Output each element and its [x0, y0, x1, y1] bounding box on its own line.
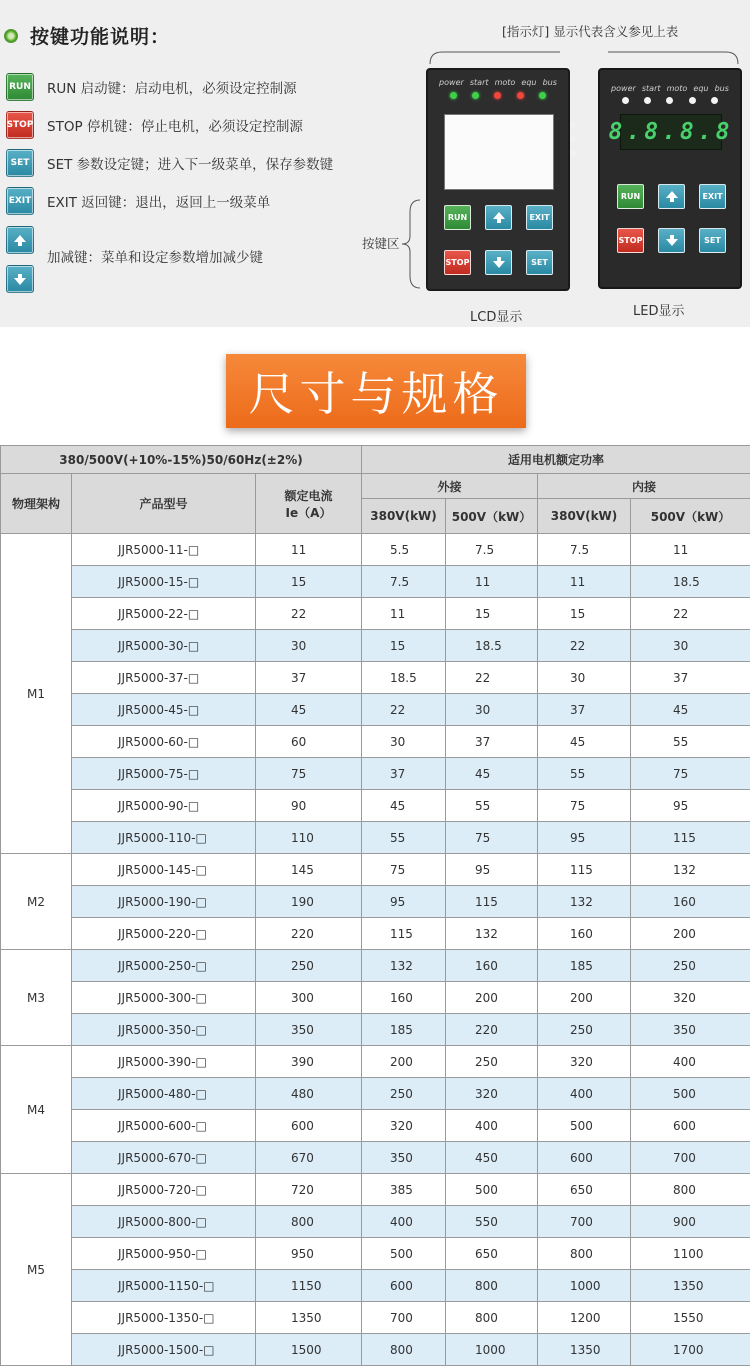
start-led-icon	[644, 97, 651, 104]
indicator-label-start: start	[470, 78, 489, 87]
exit-key-desc: EXIT 返回键：退出，返回上一级菜单	[47, 191, 270, 211]
int-380-cell: 600	[538, 1142, 631, 1174]
rated-current-cell: 37	[256, 662, 362, 694]
ext-380-cell: 700	[362, 1302, 446, 1334]
int-500-cell: 37	[631, 662, 750, 694]
ext-380-cell: 350	[362, 1142, 446, 1174]
rated-current-cell: 90	[256, 790, 362, 822]
rated-current-cell: 15	[256, 566, 362, 598]
ext-380-cell: 185	[362, 1014, 446, 1046]
led-set-button: SET	[699, 228, 726, 253]
key-row-down	[6, 265, 34, 293]
header-supply: 380/500V(+10%-15%)50/60Hz(±2%)	[1, 446, 362, 474]
table-row	[1, 1046, 750, 1078]
key-row-up	[6, 226, 34, 254]
int-500-cell: 11	[631, 534, 750, 566]
int-380-cell: 30	[538, 662, 631, 694]
led-seven-segment-display: 8.8.8.8	[620, 114, 722, 150]
lcd-up-button	[485, 205, 512, 230]
ext-380-cell: 160	[362, 982, 446, 1014]
model-cell: JJR5000-30-□	[72, 630, 256, 662]
model-cell: JJR5000-670-□	[72, 1142, 256, 1174]
equ-led-icon	[689, 97, 696, 104]
model-cell: JJR5000-145-□	[72, 854, 256, 886]
rated-current-cell: 145	[256, 854, 362, 886]
ext-500-cell: 95	[446, 854, 538, 886]
rated-current-cell: 75	[256, 758, 362, 790]
equ-led-icon	[517, 92, 524, 99]
architecture-cell: M4	[1, 1046, 72, 1174]
model-cell: JJR5000-11-□	[72, 534, 256, 566]
ext-380-cell: 115	[362, 918, 446, 950]
rated-current-cell: 670	[256, 1142, 362, 1174]
ext-500-cell: 11	[446, 566, 538, 598]
ext-380-cell: 18.5	[362, 662, 446, 694]
model-cell: JJR5000-15-□	[72, 566, 256, 598]
lcd-screen	[444, 114, 554, 190]
architecture-cell: M1	[1, 534, 72, 854]
table-row	[1, 630, 750, 662]
rated-current-cell: 600	[256, 1110, 362, 1142]
table-row	[1, 758, 750, 790]
int-380-cell: 55	[538, 758, 631, 790]
ext-500-cell: 160	[446, 950, 538, 982]
header-ext-380: 380V(kW)	[362, 499, 446, 534]
set-key-desc: SET 参数设定键；进入下一级菜单，保存参数键	[47, 153, 333, 173]
indicator-label-equ: equ	[521, 78, 536, 87]
spec-table-body	[1, 534, 750, 1366]
key-section-title: 按键功能说明：	[30, 22, 170, 49]
int-500-cell: 95	[631, 790, 750, 822]
int-500-cell: 350	[631, 1014, 750, 1046]
model-cell: JJR5000-110-□	[72, 822, 256, 854]
ext-500-cell: 800	[446, 1270, 538, 1302]
spec-table	[0, 445, 750, 1366]
key-row-stop	[6, 111, 303, 139]
int-500-cell: 55	[631, 726, 750, 758]
ext-380-cell: 55	[362, 822, 446, 854]
header-rated-current-line2: Ie（A）	[256, 504, 361, 521]
int-380-cell: 160	[538, 918, 631, 950]
lcd-indicator-leds	[428, 92, 568, 99]
int-380-cell: 1200	[538, 1302, 631, 1334]
int-380-cell: 75	[538, 790, 631, 822]
table-row	[1, 1334, 750, 1366]
key-row-run	[6, 73, 297, 101]
ext-380-cell: 75	[362, 854, 446, 886]
model-cell: JJR5000-45-□	[72, 694, 256, 726]
int-380-cell: 250	[538, 1014, 631, 1046]
int-500-cell: 1100	[631, 1238, 750, 1270]
bus-led-icon	[711, 97, 718, 104]
led-indicator-leds	[600, 97, 740, 104]
table-row	[1, 950, 750, 982]
exit-key-icon: EXIT	[6, 187, 34, 215]
int-380-cell: 95	[538, 822, 631, 854]
ext-380-cell: 11	[362, 598, 446, 630]
int-500-cell: 320	[631, 982, 750, 1014]
architecture-cell: M2	[1, 854, 72, 950]
rated-current-cell: 11	[256, 534, 362, 566]
model-cell: JJR5000-390-□	[72, 1046, 256, 1078]
int-500-cell: 500	[631, 1078, 750, 1110]
rated-current-cell: 22	[256, 598, 362, 630]
table-row	[1, 1174, 750, 1206]
lcd-caption: LCD显示	[470, 306, 522, 325]
int-500-cell: 800	[631, 1174, 750, 1206]
int-380-cell: 15	[538, 598, 631, 630]
model-cell: JJR5000-950-□	[72, 1238, 256, 1270]
table-row	[1, 1238, 750, 1270]
ext-380-cell: 250	[362, 1078, 446, 1110]
section-banner	[226, 354, 526, 428]
model-cell: JJR5000-22-□	[72, 598, 256, 630]
lcd-run-button: RUN	[444, 205, 471, 230]
key-row-exit	[6, 187, 270, 215]
model-cell: JJR5000-300-□	[72, 982, 256, 1014]
lcd-keypad-panel	[426, 68, 570, 291]
power-led-icon	[450, 92, 457, 99]
int-380-cell: 185	[538, 950, 631, 982]
rated-current-cell: 800	[256, 1206, 362, 1238]
ext-380-cell: 22	[362, 694, 446, 726]
model-cell: JJR5000-350-□	[72, 1014, 256, 1046]
int-380-cell: 320	[538, 1046, 631, 1078]
lcd-down-button	[485, 250, 512, 275]
table-row	[1, 1206, 750, 1238]
led-caption: LED显示	[633, 300, 684, 319]
rated-current-cell: 190	[256, 886, 362, 918]
int-380-cell: 800	[538, 1238, 631, 1270]
ext-380-cell: 95	[362, 886, 446, 918]
int-380-cell: 132	[538, 886, 631, 918]
table-row	[1, 918, 750, 950]
rated-current-cell: 350	[256, 1014, 362, 1046]
int-500-cell: 30	[631, 630, 750, 662]
power-led-icon	[622, 97, 629, 104]
ext-380-cell: 385	[362, 1174, 446, 1206]
table-row	[1, 694, 750, 726]
ext-380-cell: 15	[362, 630, 446, 662]
indicator-label-bus: bus	[543, 78, 557, 87]
ext-500-cell: 250	[446, 1046, 538, 1078]
indicator-label-power: power	[439, 78, 464, 87]
table-row	[1, 1302, 750, 1334]
table-row	[1, 566, 750, 598]
table-row	[1, 1270, 750, 1302]
ext-500-cell: 550	[446, 1206, 538, 1238]
int-500-cell: 600	[631, 1110, 750, 1142]
table-row	[1, 982, 750, 1014]
model-cell: JJR5000-1150-□	[72, 1270, 256, 1302]
int-380-cell: 400	[538, 1078, 631, 1110]
key-row-set	[6, 149, 333, 177]
led-down-button	[658, 228, 685, 253]
table-row	[1, 886, 750, 918]
table-row	[1, 854, 750, 886]
led-up-button	[658, 184, 685, 209]
lcd-stop-button: STOP	[444, 250, 471, 275]
banner-title: 尺寸与规格	[249, 358, 504, 424]
int-380-cell: 37	[538, 694, 631, 726]
rated-current-cell: 60	[256, 726, 362, 758]
int-500-cell: 900	[631, 1206, 750, 1238]
rated-current-cell: 30	[256, 630, 362, 662]
int-500-cell: 1550	[631, 1302, 750, 1334]
ext-500-cell: 220	[446, 1014, 538, 1046]
run-key-desc: RUN 启动键：启动电机，必须设定控制源	[47, 77, 297, 97]
stop-key-desc: STOP 停机键：停止电机，必须设定控制源	[47, 115, 303, 135]
table-row	[1, 790, 750, 822]
int-500-cell: 1350	[631, 1270, 750, 1302]
model-cell: JJR5000-250-□	[72, 950, 256, 982]
rated-current-cell: 720	[256, 1174, 362, 1206]
table-row	[1, 1110, 750, 1142]
header-ext-500: 500V（kW）	[446, 499, 538, 534]
led-exit-button: EXIT	[699, 184, 726, 209]
rated-current-cell: 110	[256, 822, 362, 854]
model-cell: JJR5000-90-□	[72, 790, 256, 822]
model-cell: JJR5000-75-□	[72, 758, 256, 790]
lcd-indicator-labels	[428, 78, 568, 87]
ext-500-cell: 7.5	[446, 534, 538, 566]
rated-current-cell: 45	[256, 694, 362, 726]
ext-500-cell: 55	[446, 790, 538, 822]
int-500-cell: 115	[631, 822, 750, 854]
ext-380-cell: 800	[362, 1334, 446, 1366]
model-cell: JJR5000-190-□	[72, 886, 256, 918]
rated-current-cell: 480	[256, 1078, 362, 1110]
bus-led-icon	[539, 92, 546, 99]
updown-key-desc: 加减键：菜单和设定参数增加减少键	[47, 246, 263, 266]
ext-380-cell: 200	[362, 1046, 446, 1078]
start-led-icon	[472, 92, 479, 99]
header-model: 产品型号	[72, 474, 256, 534]
indicator-label-moto: moto	[667, 84, 688, 93]
indicator-label-power: power	[611, 84, 636, 93]
int-380-cell: 11	[538, 566, 631, 598]
ext-380-cell: 500	[362, 1238, 446, 1270]
ext-500-cell: 18.5	[446, 630, 538, 662]
rated-current-cell: 220	[256, 918, 362, 950]
int-500-cell: 1700	[631, 1334, 750, 1366]
ext-380-cell: 320	[362, 1110, 446, 1142]
keypad-area-label: 按键区	[362, 234, 400, 252]
indicator-label-start: start	[642, 84, 661, 93]
ext-500-cell: 1000	[446, 1334, 538, 1366]
model-cell: JJR5000-800-□	[72, 1206, 256, 1238]
indicator-label-equ: equ	[693, 84, 708, 93]
ext-380-cell: 7.5	[362, 566, 446, 598]
int-380-cell: 1000	[538, 1270, 631, 1302]
rated-current-cell: 1350	[256, 1302, 362, 1334]
ext-380-cell: 600	[362, 1270, 446, 1302]
rated-current-cell: 390	[256, 1046, 362, 1078]
model-cell: JJR5000-720-□	[72, 1174, 256, 1206]
indicator-label-moto: moto	[495, 78, 516, 87]
ext-500-cell: 500	[446, 1174, 538, 1206]
ext-500-cell: 200	[446, 982, 538, 1014]
int-380-cell: 650	[538, 1174, 631, 1206]
int-380-cell: 500	[538, 1110, 631, 1142]
rated-current-cell: 1150	[256, 1270, 362, 1302]
ext-380-cell: 37	[362, 758, 446, 790]
int-500-cell: 132	[631, 854, 750, 886]
ext-500-cell: 37	[446, 726, 538, 758]
int-500-cell: 45	[631, 694, 750, 726]
ext-500-cell: 115	[446, 886, 538, 918]
side-indicator-dots	[570, 122, 576, 156]
header-rated-current	[256, 474, 362, 534]
header-rated-current-line1: 额定电流	[256, 487, 361, 504]
table-row	[1, 726, 750, 758]
key-function-panel	[0, 0, 750, 327]
ext-500-cell: 400	[446, 1110, 538, 1142]
int-500-cell: 18.5	[631, 566, 750, 598]
ext-500-cell: 132	[446, 918, 538, 950]
table-row	[1, 1142, 750, 1174]
rated-current-cell: 950	[256, 1238, 362, 1270]
ext-500-cell: 22	[446, 662, 538, 694]
int-380-cell: 200	[538, 982, 631, 1014]
int-380-cell: 7.5	[538, 534, 631, 566]
led-stop-button: STOP	[617, 228, 644, 253]
architecture-cell: M5	[1, 1174, 72, 1366]
table-row	[1, 1014, 750, 1046]
int-500-cell: 200	[631, 918, 750, 950]
keypad-brace	[398, 198, 424, 290]
key-row-updown-desc	[47, 246, 263, 266]
table-row	[1, 598, 750, 630]
set-key-icon: SET	[6, 149, 34, 177]
architecture-cell: M3	[1, 950, 72, 1046]
int-380-cell: 1350	[538, 1334, 631, 1366]
ext-500-cell: 75	[446, 822, 538, 854]
header-external: 外接	[362, 474, 538, 499]
rated-current-cell: 300	[256, 982, 362, 1014]
int-500-cell: 160	[631, 886, 750, 918]
ext-500-cell: 450	[446, 1142, 538, 1174]
ext-380-cell: 400	[362, 1206, 446, 1238]
model-cell: JJR5000-480-□	[72, 1078, 256, 1110]
table-row	[1, 534, 750, 566]
ext-500-cell: 800	[446, 1302, 538, 1334]
header-internal: 内接	[538, 474, 750, 499]
indicator-label-bus: bus	[715, 84, 729, 93]
top-bracket-lines	[428, 40, 740, 66]
rated-current-cell: 250	[256, 950, 362, 982]
model-cell: JJR5000-1500-□	[72, 1334, 256, 1366]
int-380-cell: 115	[538, 854, 631, 886]
header-int-500: 500V（kW）	[631, 499, 750, 534]
lcd-set-button: SET	[526, 250, 553, 275]
moto-led-icon	[666, 97, 673, 104]
int-380-cell: 700	[538, 1206, 631, 1238]
model-cell: JJR5000-1350-□	[72, 1302, 256, 1334]
model-cell: JJR5000-60-□	[72, 726, 256, 758]
indicator-note: [指示灯] 显示代表含义参见上表	[502, 22, 678, 40]
lcd-exit-button: EXIT	[526, 205, 553, 230]
model-cell: JJR5000-37-□	[72, 662, 256, 694]
header-architecture: 物理架构	[1, 474, 72, 534]
key-section-heading	[4, 22, 170, 49]
rated-current-cell: 1500	[256, 1334, 362, 1366]
int-500-cell: 700	[631, 1142, 750, 1174]
int-500-cell: 400	[631, 1046, 750, 1078]
moto-led-icon	[494, 92, 501, 99]
ext-500-cell: 45	[446, 758, 538, 790]
led-indicator-labels	[600, 84, 740, 93]
model-cell: JJR5000-600-□	[72, 1110, 256, 1142]
table-row	[1, 1078, 750, 1110]
stop-key-icon: STOP	[6, 111, 34, 139]
int-500-cell: 75	[631, 758, 750, 790]
int-380-cell: 22	[538, 630, 631, 662]
header-applicable-power: 适用电机额定功率	[362, 446, 750, 474]
ext-380-cell: 132	[362, 950, 446, 982]
led-run-button: RUN	[617, 184, 644, 209]
led-keypad-panel	[598, 68, 742, 289]
ext-500-cell: 15	[446, 598, 538, 630]
ext-380-cell: 5.5	[362, 534, 446, 566]
run-key-icon: RUN	[6, 73, 34, 101]
up-arrow-icon	[6, 226, 34, 254]
ext-380-cell: 45	[362, 790, 446, 822]
table-row	[1, 822, 750, 854]
ext-500-cell: 320	[446, 1078, 538, 1110]
table-row	[1, 662, 750, 694]
down-arrow-icon	[6, 265, 34, 293]
ext-380-cell: 30	[362, 726, 446, 758]
bullet-dot-icon	[4, 29, 18, 43]
ext-500-cell: 650	[446, 1238, 538, 1270]
int-500-cell: 250	[631, 950, 750, 982]
model-cell: JJR5000-220-□	[72, 918, 256, 950]
header-int-380: 380V(kW)	[538, 499, 631, 534]
int-500-cell: 22	[631, 598, 750, 630]
int-380-cell: 45	[538, 726, 631, 758]
ext-500-cell: 30	[446, 694, 538, 726]
